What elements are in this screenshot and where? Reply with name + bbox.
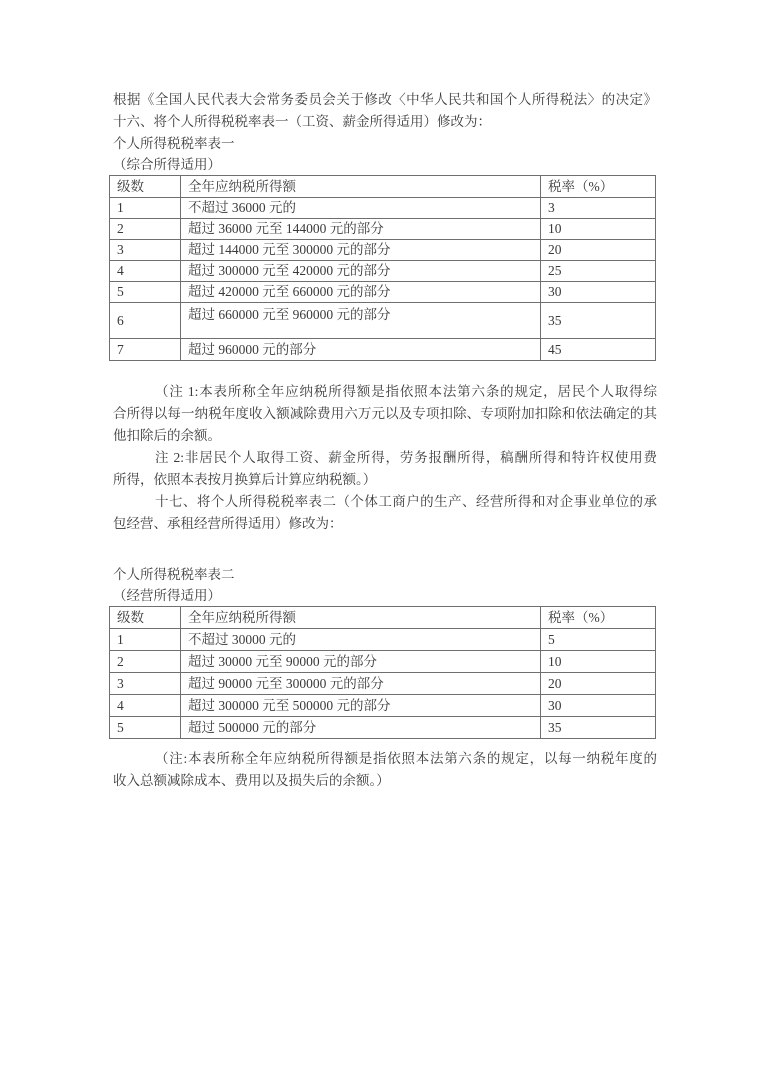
cell-rate: 35 [541,303,656,339]
table-row [110,240,656,261]
table-row [110,261,656,282]
table2-header-income: 全年应纳税所得额 [181,607,541,629]
table-row [110,282,656,303]
table2-subtitle: （经营所得适用） [113,588,221,603]
table-row [110,629,656,651]
intro-line-1: 根据《全国人民代表大会常务委员会关于修改〈中华人民共和国个人所得税法〉的决定》 [113,92,657,107]
cell-income: 不超过 30000 元的 [181,629,541,651]
cell-income: 超过 90000 元至 300000 元的部分 [181,673,541,695]
table-row [110,673,656,695]
table2-header-row [110,607,656,629]
table-row [110,651,656,673]
note1-line-2: 合所得以每一纳税年度收入额减除费用六万元以及专项扣除、专项附加扣除和依法确定的其 [113,406,657,421]
cell-rate: 45 [541,339,656,361]
table-row [110,303,656,339]
cell-rate: 5 [541,629,656,651]
cell-level: 1 [110,629,181,651]
table2-title: 个人所得税税率表二 [113,567,235,582]
table2-header-rate: 税率（%） [541,607,656,629]
table-row [110,198,656,219]
cell-level: 6 [110,303,181,339]
table1-title: 个人所得税税率表一 [113,136,235,151]
cell-level: 3 [110,240,181,261]
table1-header-rate: 税率（%） [541,176,656,198]
table1-subtitle: （综合所得适用） [113,157,221,172]
cell-rate: 35 [541,717,656,739]
note3-line-2: 收入总额减除成本、费用以及损失后的余额。） [113,773,390,788]
document-content [113,89,657,792]
intro-line-2: 十六、将个人所得税税率表一（工资、薪金所得适用）修改为： [113,114,491,129]
cell-rate: 10 [541,219,656,240]
tax-rate-table-2 [109,606,656,739]
cell-level: 3 [110,673,181,695]
cell-income: 超过 36000 元至 144000 元的部分 [181,219,541,240]
table2-header-level: 级数 [110,607,181,629]
cell-rate: 20 [541,673,656,695]
table1-header-row [110,176,656,198]
cell-level: 4 [110,695,181,717]
cell-income: 超过 420000 元至 660000 元的部分 [181,282,541,303]
table-row [110,339,656,361]
table-row [110,695,656,717]
table1-header-level: 级数 [110,176,181,198]
cell-rate: 3 [541,198,656,219]
cell-income: 不超过 36000 元的 [181,198,541,219]
note1-line-1: （注 1:本表所称全年应纳税所得额是指依照本法第六条的规定，居民个人取得综 [155,384,657,399]
cell-level: 4 [110,261,181,282]
note3-line-1: （注:本表所称全年应纳税所得额是指依照本法第六条的规定，以每一纳税年度的 [155,751,657,766]
cell-rate: 10 [541,651,656,673]
para17-line-1: 十七、将个人所得税税率表二（个体工商户的生产、经营所得和对企事业单位的承 [155,494,657,509]
cell-rate: 30 [541,282,656,303]
cell-level: 5 [110,717,181,739]
note2-line-2: 所得，依照本表按月换算后计算应纳税额。） [113,472,377,487]
cell-level: 5 [110,282,181,303]
cell-income: 超过 30000 元至 90000 元的部分 [181,651,541,673]
cell-rate: 25 [541,261,656,282]
cell-income: 超过 500000 元的部分 [181,717,541,739]
table-row [110,219,656,240]
cell-income: 超过 660000 元至 960000 元的部分 [181,303,541,339]
cell-level: 2 [110,219,181,240]
cell-level: 1 [110,198,181,219]
note2-line-1: 注 2:非居民个人取得工资、薪金所得，劳务报酬所得，稿酬所得和特许权使用费 [155,450,657,465]
table1-header-income: 全年应纳税所得额 [181,176,541,198]
cell-income: 超过 960000 元的部分 [181,339,541,361]
cell-income: 超过 300000 元至 500000 元的部分 [181,695,541,717]
para17-line-2: 包经营、承租经营所得适用）修改为： [113,516,343,531]
note1-line-3: 他扣除后的余额。 [113,428,221,443]
table-row [110,717,656,739]
cell-rate: 20 [541,240,656,261]
cell-level: 7 [110,339,181,361]
cell-level: 2 [110,651,181,673]
cell-rate: 30 [541,695,656,717]
tax-rate-table-1 [109,175,656,361]
cell-income: 超过 300000 元至 420000 元的部分 [181,261,541,282]
cell-income: 超过 144000 元至 300000 元的部分 [181,240,541,261]
